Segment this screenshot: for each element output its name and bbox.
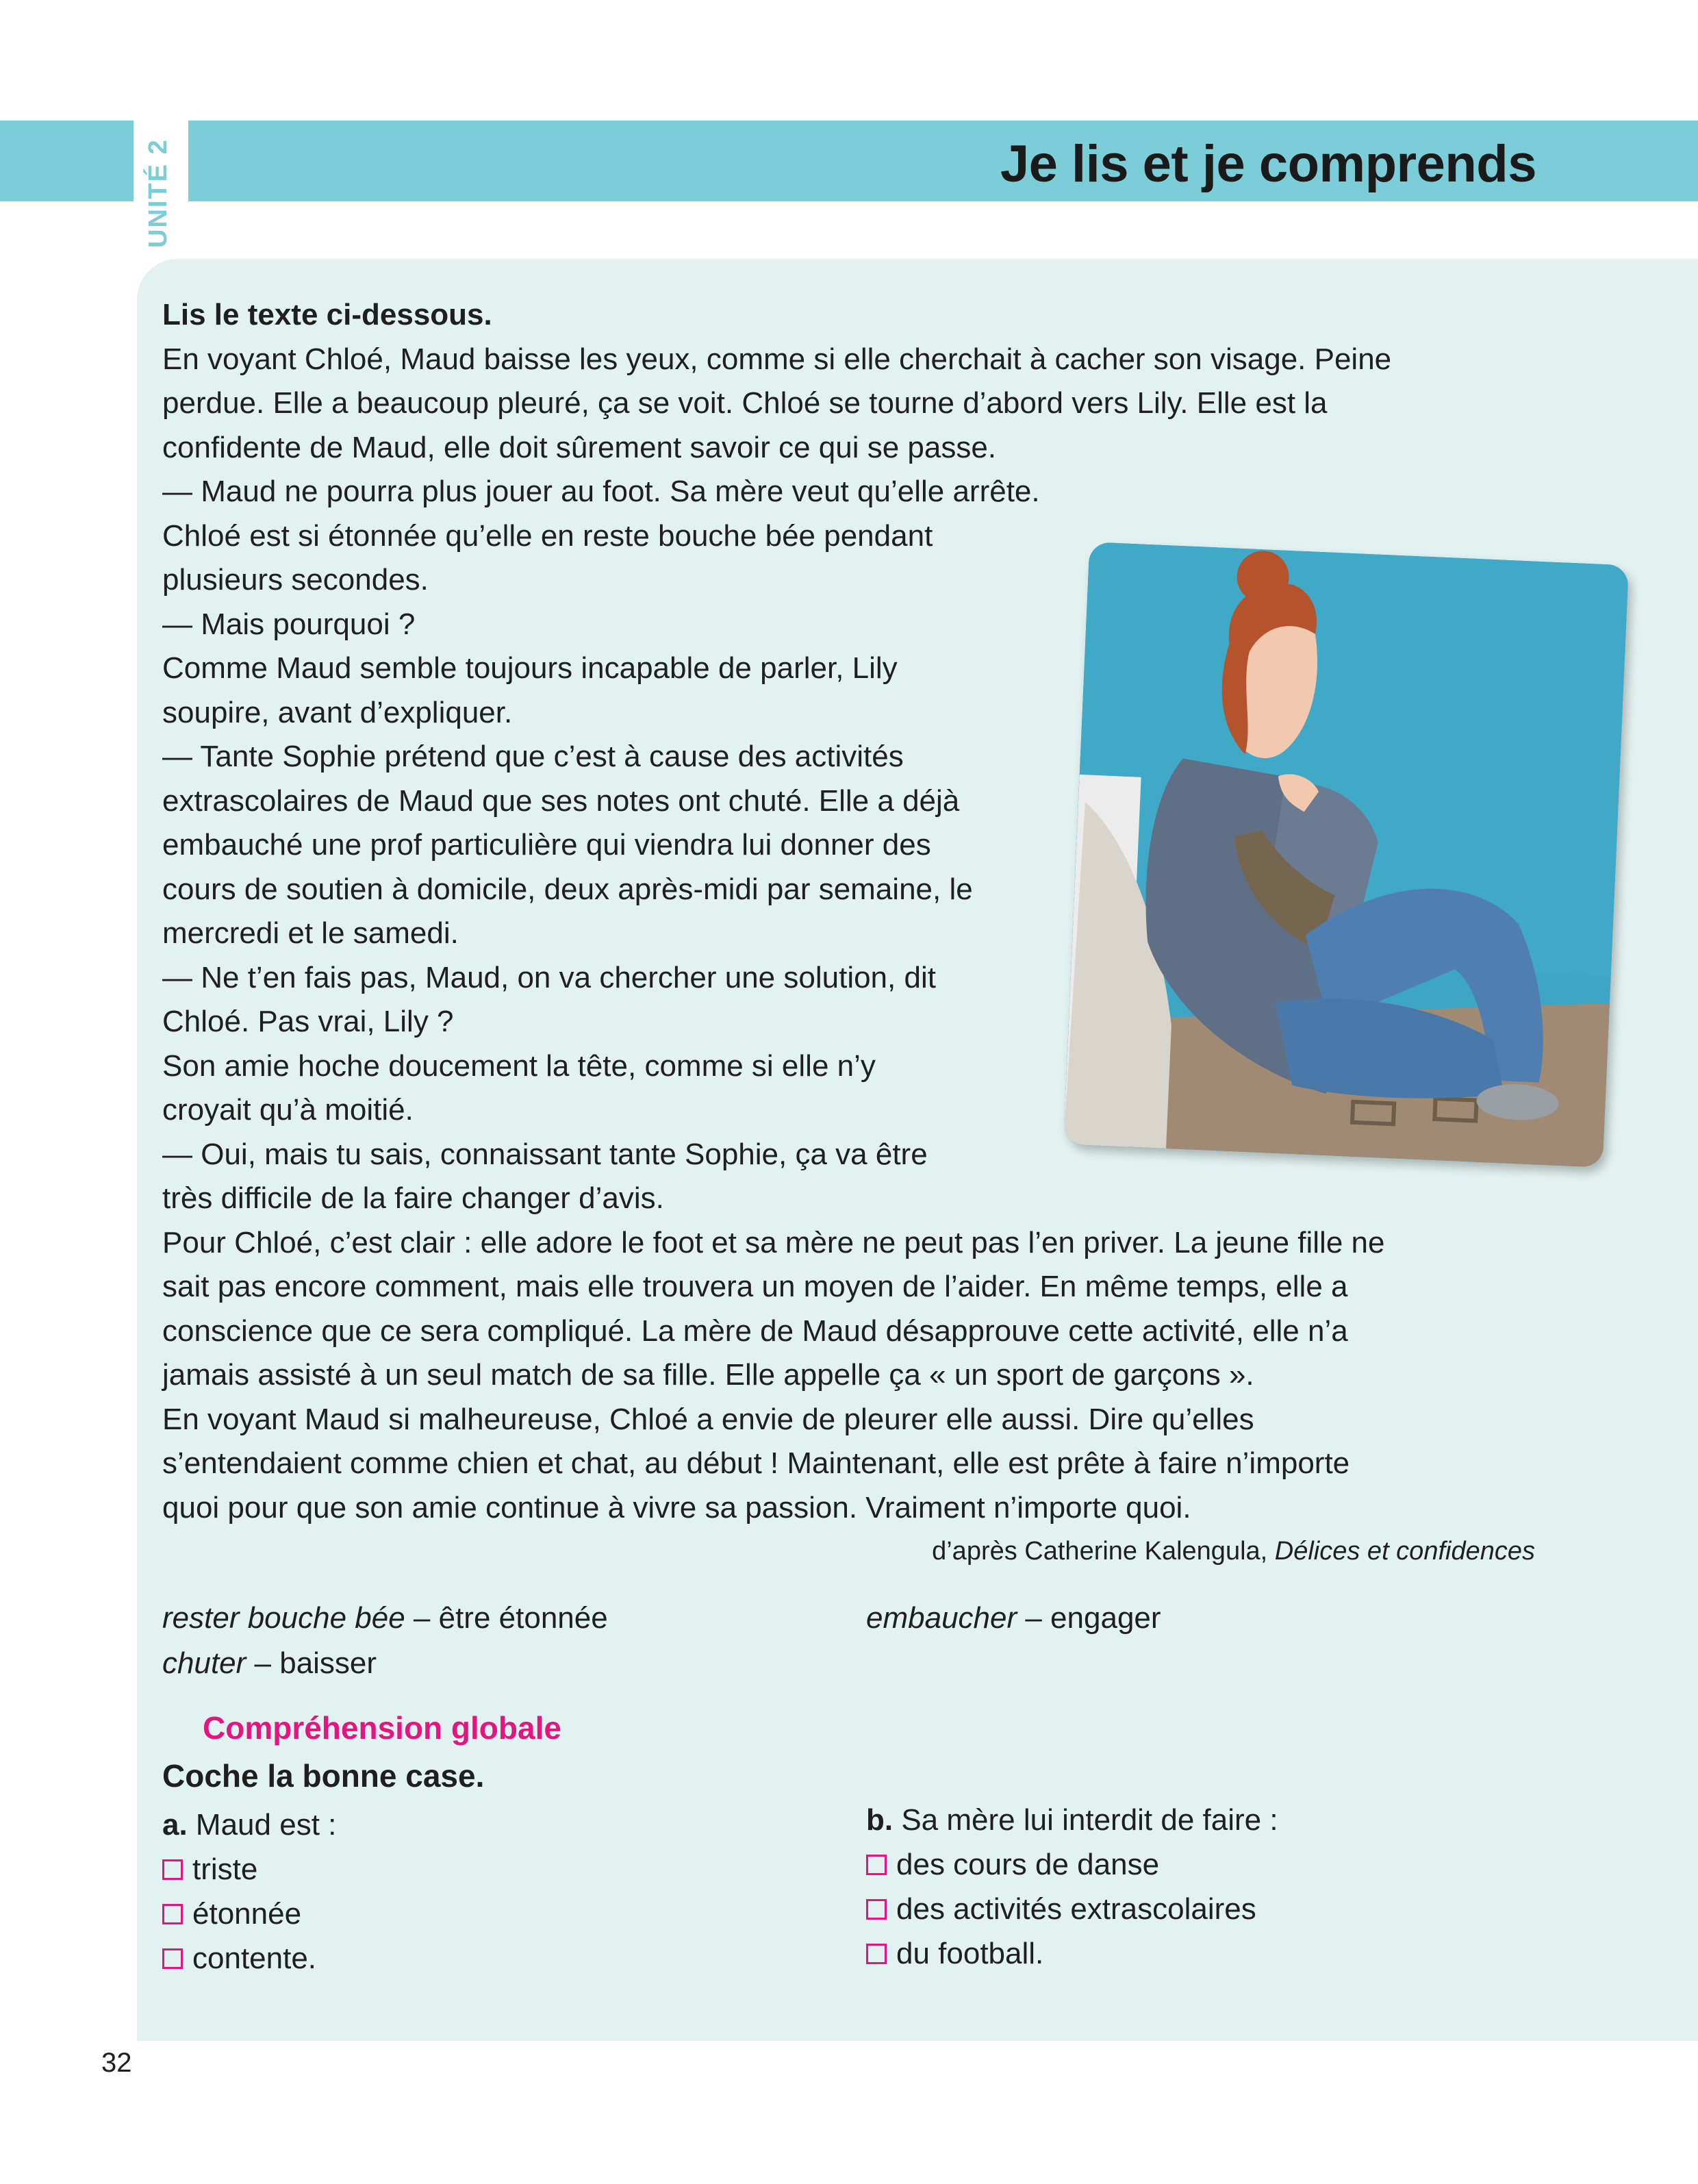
story-line: jamais assisté à un seul match de sa fille. Elle appelle ça « un sport de garçons ». — [162, 1358, 1254, 1392]
option-label: contente. — [192, 1942, 317, 1975]
option-label: des cours de danse — [896, 1848, 1160, 1881]
question-a — [162, 1803, 336, 1981]
glossary-definition: – engager — [1017, 1601, 1161, 1635]
option-label: étonnée — [192, 1897, 302, 1931]
checkbox[interactable] — [162, 1948, 183, 1969]
option-label: triste — [192, 1853, 258, 1886]
source-title: Délices et confidences — [1274, 1537, 1535, 1566]
glossary-column-left — [162, 1596, 847, 1686]
glossary-term: embaucher — [866, 1601, 1017, 1635]
story-line: — Oui, mais tu sais, connaissant tante Sophie, ça va être — [162, 1137, 928, 1171]
answer-option[interactable] — [866, 1842, 1278, 1887]
question-prompt — [866, 1798, 1278, 1842]
story-line: — Mais pourquoi ? — [162, 607, 416, 641]
story-line: Comme Maud semble toujours incapable de parler, Lily — [162, 651, 898, 685]
checkbox[interactable] — [162, 1904, 183, 1924]
story-line: En voyant Chloé, Maud baisse les yeux, comme si elle cherchait à cacher son visage. Peine — [162, 342, 1392, 376]
story-line: Son amie hoche doucement la tête, comme si elle n’y — [162, 1049, 876, 1083]
story-line: Chloé est si étonnée qu’elle en reste bouche bée pendant — [162, 518, 933, 553]
story-line: En voyant Maud si malheureuse, Chloé a envie de pleurer elle aussi. Dire qu’elles — [162, 1402, 1254, 1436]
question-text: Sa mère lui interdit de faire : — [893, 1803, 1278, 1837]
answer-option[interactable] — [162, 1936, 336, 1981]
exercise-instruction: Coche la bonne case. — [162, 1758, 485, 1794]
story-line: mercredi et le samedi. — [162, 916, 459, 950]
glossary-term: chuter — [162, 1646, 246, 1680]
story-line: cours de soutien à domicile, deux après-midi par semaine, le — [162, 872, 973, 906]
reading-section — [162, 293, 1538, 1530]
option-label: du football. — [896, 1937, 1044, 1970]
checkbox[interactable] — [866, 1855, 887, 1875]
story-line: extrascolaires de Maud que ses notes ont chuté. Elle a déjà — [162, 783, 960, 818]
answer-option[interactable] — [866, 1887, 1278, 1931]
checkbox[interactable] — [162, 1859, 183, 1880]
story-line: croyait qu’à moitié. — [162, 1093, 414, 1127]
story-line: embauché une prof particulière qui viendra lui donner des — [162, 828, 931, 862]
glossary-definition: – être étonnée — [405, 1601, 608, 1635]
answer-option[interactable] — [162, 1892, 336, 1936]
story-line: s’entendaient comme chien et chat, au début ! Maintenant, elle est prête à faire n’importe — [162, 1446, 1350, 1480]
unit-label: UNITÉ 2 — [144, 138, 173, 248]
story-line: conscience que ce sera compliqué. La mère de Maud désapprouve cette activité, elle n’a — [162, 1314, 1348, 1348]
source-citation — [932, 1537, 1535, 1566]
story-line: confidente de Maud, elle doit sûrement savoir ce qui se passe. — [162, 430, 997, 464]
story-line: sait pas encore comment, mais elle trouvera un moyen de l’aider. En même temps, elle a — [162, 1270, 1348, 1303]
story-line: quoi pour que son amie continue à vivre sa passion. Vraiment n’importe quoi. — [162, 1490, 1191, 1524]
glossary-term: rester bouche bée — [162, 1601, 405, 1635]
story-line: très difficile de la faire changer d’avis. — [162, 1181, 664, 1215]
glossary-definition: – baisser — [246, 1646, 377, 1680]
page-title: Je lis et je comprends — [1000, 135, 1536, 193]
section-title: Compréhension globale — [203, 1710, 561, 1746]
question-letter: b. — [866, 1803, 894, 1837]
story-line: soupire, avant d’expliquer. — [162, 695, 513, 729]
story-line: plusieurs secondes. — [162, 563, 429, 597]
glossary-entry — [866, 1596, 1482, 1641]
question-prompt — [162, 1803, 336, 1847]
reading-instruction: Lis le texte ci-dessous. — [162, 298, 492, 331]
checkbox[interactable] — [866, 1944, 887, 1964]
question-b — [866, 1798, 1278, 1976]
glossary-entry — [162, 1641, 847, 1686]
source-prefix: d’après Catherine Kalengula, — [932, 1537, 1275, 1566]
story-line: — Tante Sophie prétend que c’est à cause des activités — [162, 740, 904, 773]
answer-option[interactable] — [866, 1931, 1278, 1976]
story-line: — Maud ne pourra plus jouer au foot. Sa mère veut qu’elle arrête. — [162, 475, 1040, 508]
glossary-column-right — [866, 1596, 1482, 1641]
story-text — [162, 338, 1538, 1531]
story-line: Chloé. Pas vrai, Lily ? — [162, 1005, 454, 1038]
checkbox[interactable] — [866, 1899, 887, 1920]
question-letter: a. — [162, 1808, 188, 1842]
answer-option[interactable] — [162, 1847, 336, 1892]
story-line: — Ne t’en fais pas, Maud, on va chercher une solution, dit — [162, 960, 936, 994]
glossary-entry — [162, 1596, 847, 1641]
story-line: perdue. Elle a beaucoup pleuré, ça se voit. Chloé se tourne d’abord vers Lily. Elle est la — [162, 386, 1328, 420]
page-number: 32 — [101, 2048, 132, 2078]
question-text: Maud est : — [187, 1808, 337, 1842]
option-label: des activités extrascolaires — [896, 1892, 1256, 1926]
story-line: Pour Chloé, c’est clair : elle adore le foot et sa mère ne peut pas l’en priver. La jeune fille ne — [162, 1225, 1385, 1259]
